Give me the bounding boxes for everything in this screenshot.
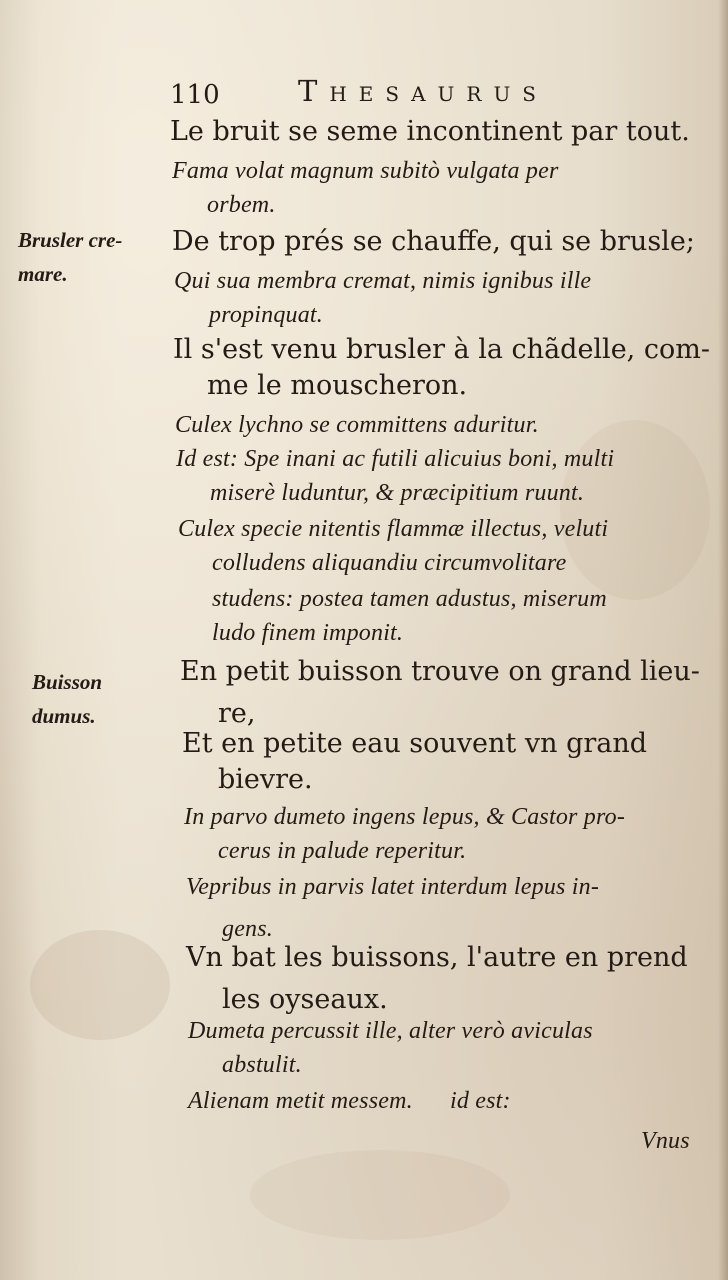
text-line: miserè luduntur, & præcipitium ruunt. [210,480,585,506]
text-line: Qui sua membra cremat, nimis ignibus ille [174,268,592,294]
text-line: ludo finem imponit. [212,620,404,646]
text-line: Vn bat les buissons, l'autre en prend [186,942,688,973]
text-line: Culex specie nitentis flammæ illectus, veluti [178,516,609,542]
text-line: bievre. [218,764,313,795]
margin-note-buisson-line1: Buisson [32,670,103,694]
catchword: Vnus [641,1128,690,1154]
margin-note-buisson-line2: dumus. [32,704,96,728]
text-line: cerus in palude reperitur. [218,838,467,864]
text-line: Le bruit se seme incontinent par tout. [170,116,690,147]
text-line: Il s'est venu brusler à la chãdelle, com- [173,334,710,365]
text-line: Vepribus in parvis latet interdum lepus in- [186,874,600,900]
text-line: Et en petite eau souvent vn grand [182,728,648,759]
text-line: abstulit. [222,1052,302,1078]
text-line: studens: postea tamen adustus, miserum [212,586,607,612]
text-line: Alienam metit messem. id est: [188,1088,511,1114]
text-line: propinquat. [209,302,323,328]
page-number: 110 [170,80,220,110]
text-line: me le mouscheron. [207,370,468,401]
text-line: Id est: Spe inani ac futili alicuius boni, multi [176,446,615,472]
paper-stain [250,1150,510,1240]
text-line: Dumeta percussit ille, alter verò aviculas [188,1018,593,1044]
text-line: orbem. [207,192,276,218]
text-line: gens. [222,916,273,942]
margin-note-brusler-line2: mare. [18,262,68,286]
text-line: Culex lychno se committens aduritur. [175,412,539,438]
text-line: De trop prés se chauffe, qui se brusle; [172,226,695,257]
running-title: Thesaurus [298,74,548,108]
text-line: re, [218,698,256,729]
margin-note-brusler-line1: Brusler cre- [18,228,123,252]
paper-stain [30,930,170,1040]
text-line: colludens aliquandiu circumvolitare [212,550,567,576]
text-line: Fama volat magnum subitò vulgata per [172,158,559,184]
text-line: les oyseaux. [222,984,388,1015]
text-line: En petit buisson trouve on grand lieu- [180,656,700,687]
page-edge-shadow [718,0,728,1280]
text-line: In parvo dumeto ingens lepus, & Castor pro- [184,804,626,830]
